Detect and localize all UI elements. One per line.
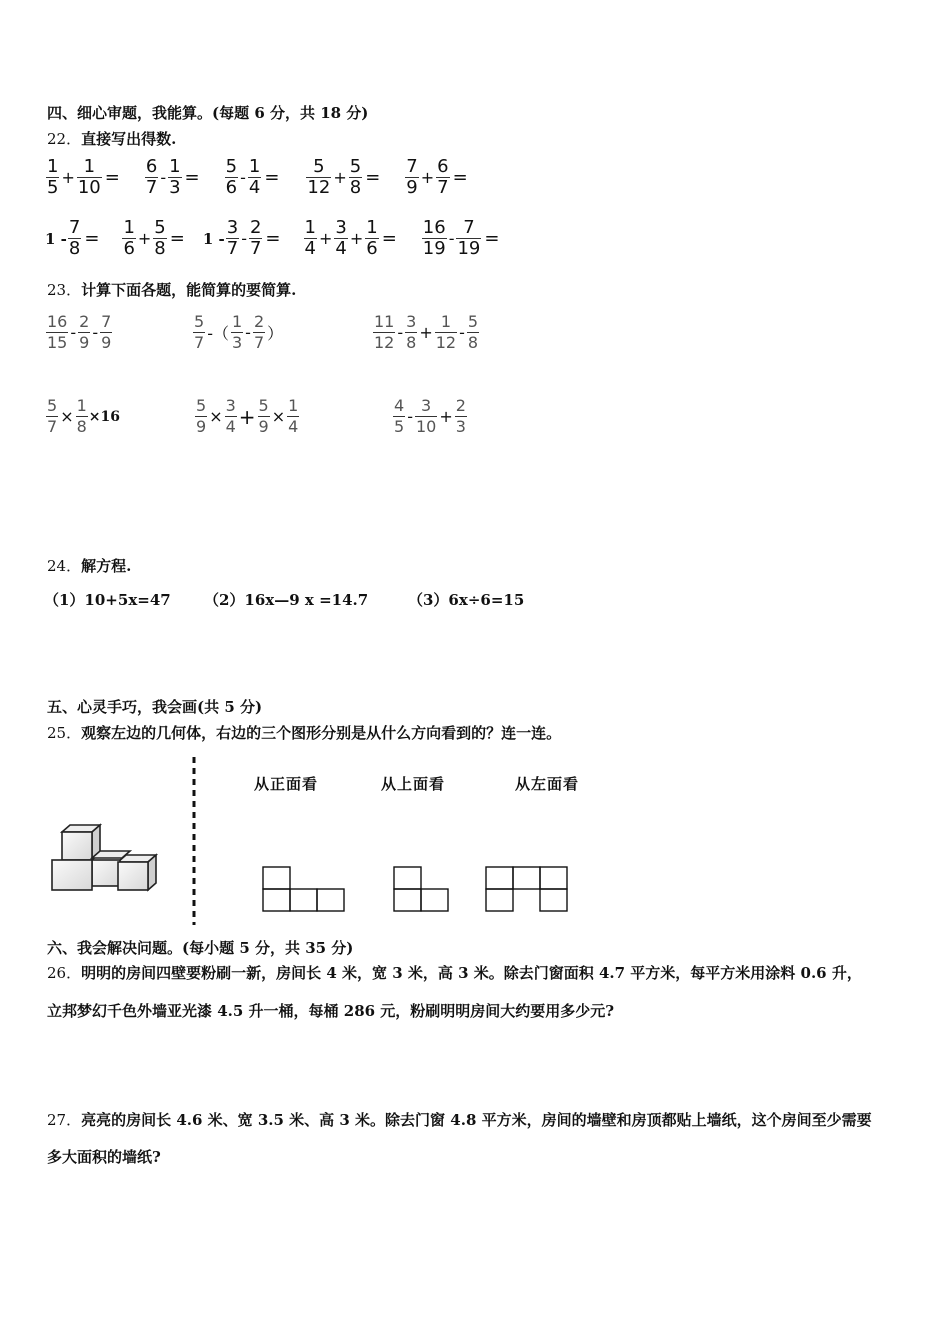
question-number: 23． [47,281,82,299]
question-number: 25． [47,724,82,742]
lead: 1 - [45,229,67,248]
q23-expr-4: $\frac{5}{7}$ × $\frac{1}{8}$ ×16 [47,396,120,436]
fraction: $\frac{7}{8}$ [68,217,81,259]
fraction: $\frac{6}{7}$ [437,156,449,198]
question-text: 观察左边的几何体，右边的三个图形分别是从什么方向看到的？连一连。 [81,724,562,742]
operator: - [240,168,246,187]
q23-expr-2: $\frac{5}{7}$ -（ $\frac{1}{3}$ - $\frac{2}{7}$ ） [194,312,284,352]
fraction: $\frac{5}{6}$ [225,156,238,198]
equation-3: （3）6x÷6=15 [408,591,525,609]
fraction: $\frac{5}{12}$ [307,156,331,198]
fraction: $\frac{3}{7}$ [226,217,239,259]
question-26-line-2: 立邦梦幻千色外墙亚光漆 4.5 升一桶，每桶 286 元，粉刷明明房间大约要用多少元? [47,1002,615,1020]
fraction: $\frac{5}{8}$ [349,156,362,198]
cube-solid-figure [46,820,171,900]
fraction: $\frac{7}{19}$ [457,217,481,259]
equals-sign: = [365,167,381,188]
lead: 1 - [202,229,225,248]
fraction: $\frac{1}{10}$ [77,156,101,198]
view-shape-a [262,866,346,914]
equation-1: （1）10+5x=47 [44,591,171,609]
question-number: 27． [47,1111,82,1129]
operator: + [420,168,435,187]
question-number: 24． [47,557,82,575]
equals-sign: = [104,167,120,188]
label-front-view: 从正面看 [254,775,319,793]
question-text: 计算下面各题，能简算的要简算. [81,281,297,299]
fraction: $\frac{1}{4}$ [304,217,316,259]
fraction: $\frac{7}{9}$ [406,156,418,198]
q22-row-2: 1 - $\frac{7}{8}$ = $\frac{1}{6}$ + $\frac{5}{8}$ = 1 - $\frac{3}{7}$ - $\frac{2}{7}$ = $\frac{1}{4}$ + $\frac{3}{4}$ + $\frac{1}{6}$ = $\frac{16}{19}$ - $\frac{7}{19}$ = [45,217,500,259]
q22-row-1 [45,157,468,198]
label-top-view: 从上面看 [381,775,446,793]
view-shape-b [393,866,449,914]
operator: + [61,168,75,187]
fraction: $\frac{1}{5}$ [47,156,59,198]
question-number: 22． [47,130,82,148]
fraction: $\frac{6}{7}$ [145,156,158,198]
question-27-line-2: 多大面积的墙纸? [47,1148,161,1166]
q23-expr-5: $\frac{5}{9}$ × $\frac{3}{4}$ + $\frac{5}{9}$ × $\frac{1}{4}$ [196,396,299,436]
fraction: $\frac{1}{3}$ [169,156,181,198]
question-text: 解方程. [81,557,132,575]
question-24 [47,555,131,576]
fraction: $\frac{16}{19}$ [422,217,446,259]
fraction: $\frac{5}{8}$ [154,217,166,259]
q23-expr-3: $\frac{11}{12}$ - $\frac{3}{8}$ + $\frac{1}{12}$ - $\frac{5}{8}$ [374,312,479,352]
question-25 [47,722,561,743]
view-shape-c [485,866,569,914]
section-6-title: 六、我会解决问题。(每小题 5 分，共 35 分) [47,939,354,957]
question-22 [47,128,176,149]
operator: - [160,168,167,187]
fraction: $\frac{3}{4}$ [335,217,347,259]
fraction: $\frac{1}{4}$ [248,156,261,198]
fraction: $\frac{1}{6}$ [123,217,135,259]
equals-sign: = [184,167,200,188]
operator: + [333,168,347,187]
equals-sign: = [264,167,280,188]
equals-sign: = [452,167,468,188]
question-26-line-1: 26．明明的房间四壁要粉刷一新，房间长 4 米，宽 3 米，高 3 米。除去门窗面积 4.7 平方米，每平方米用涂料 0.6 升， [47,964,862,982]
label-left-view: 从左面看 [515,775,580,793]
q23-expr-6: $\frac{4}{5}$ - $\frac{3}{10}$ + $\frac{2}{3}$ [394,396,466,436]
question-23 [47,279,296,300]
fraction: $\frac{2}{7}$ [249,217,262,259]
section-4-title: 四、细心审题，我能算。(每题 6 分，共 18 分) [47,104,369,122]
q23-expr-1: $\frac{16}{15}$ - $\frac{2}{9}$ - $\frac{7}{9}$ [47,312,112,352]
fraction: $\frac{1}{6}$ [366,217,378,259]
question-text: 直接写出得数. [81,130,177,148]
question-27-line-1: 27．亮亮的房间长 4.6 米、宽 3.5 米、高 3 米。除去门窗 4.8 平方米，房间的墙壁和房顶都贴上墙纸，这个房间至少需要 [47,1111,872,1129]
question-number: 26． [47,964,82,982]
equation-2: （2）16x—9 x =14.7 [204,591,369,609]
dashed-divider [190,757,198,925]
section-5-title: 五、心灵手巧，我会画(共 5 分) [47,698,263,716]
